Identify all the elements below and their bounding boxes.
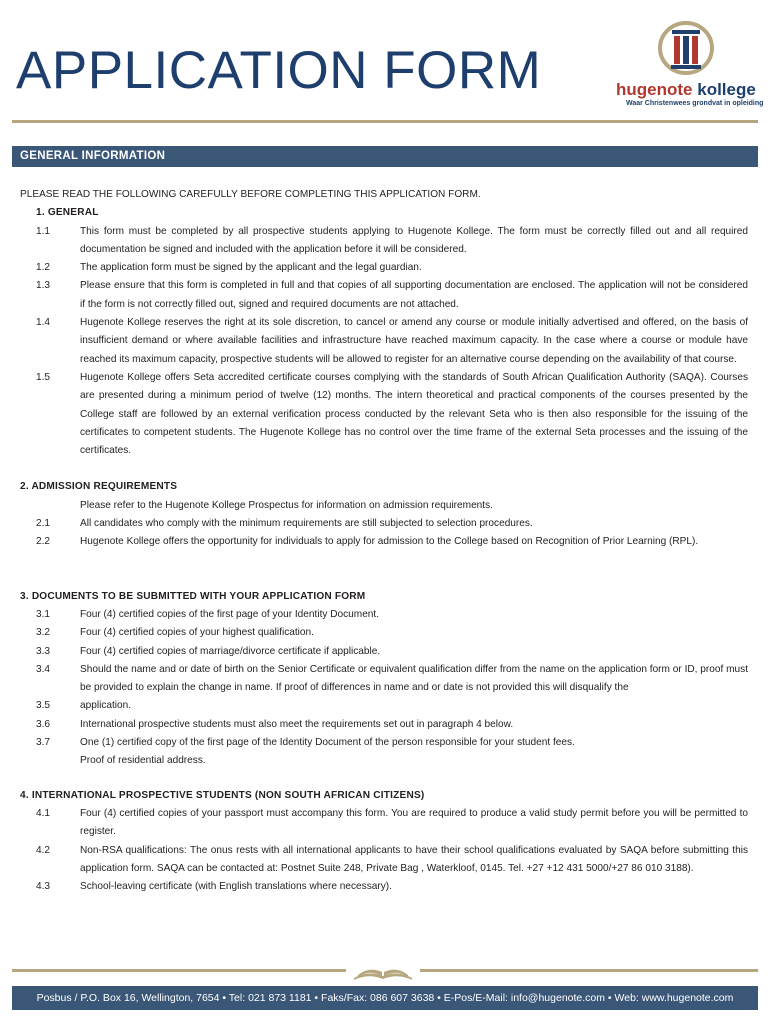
- list-item: 1.1 This form must be completed by all prospective students applying to Hugenote Kollege. The form must be correctly filled out and all required documentation be signed and included with the application before it will be considered.: [36, 225, 748, 255]
- logo-wordmark: [616, 80, 756, 100]
- list-item: 3.4 Should the name and or date of birth on the Senior Certificate or equivalent qualification differ from the name on the application form or ID, proof must be provided to explain the change in name. If proof of differences in name and or date is not provided this will disqualify the: [36, 663, 748, 694]
- list-item: 1.5 Hugenote Kollege offers Seta accredited certificate courses complying with the standards of South African Qualification Authority (SAQA). Courses are presented during a minimum period of twelve (12) months. The intern theoretical and practical components of the courses presented by the College staff are followed by an external verification process conducted by the relevant Seta who is then also responsible for the issuing of the certificates to competent students. The Hugenote Kollege has no control over the time frame of the external Seta processes and the issuing of the certificates.: [36, 371, 748, 457]
- logo-tagline: Waar Christenwees grondvat in opleiding: [626, 100, 764, 107]
- section-documents-heading: 3. DOCUMENTS TO BE SUBMITTED WITH YOUR APPLICATION FORM: [20, 590, 366, 602]
- list-item: 4.1 Four (4) certified copies of your passport must accompany this form. You are required to produce a valid study permit before you will be permitted to register.: [36, 807, 748, 838]
- college-crest-icon: [652, 14, 720, 78]
- footer-contact-bar: Posbus / P.O. Box 16, Wellington, 7654 • Tel: 021 873 1181 • Faks/Fax: 086 607 3638 • E-Pos/E-Mail: info@hugenote.com • Web: www.hugenote.com: [12, 986, 758, 1010]
- section-admission-heading: 2. ADMISSION REQUIREMENTS: [20, 481, 178, 493]
- list-item: 1.2 The application form must be signed by the applicant and the legal guardian.: [36, 262, 422, 274]
- intro-text: PLEASE READ THE FOLLOWING CAREFULLY BEFORE COMPLETING THIS APPLICATION FORM.: [20, 189, 481, 200]
- list-item: 1.4 Hugenote Kollege reserves the right at its sole discretion, to cancel or amend any course or module initially advertised and offered, on the basis of insufficient demand or where available facilities and infrastructure have reached maximum capacity. In the case where a course or module have reached its maximum capacity, prospective students will be allowed to register for an alternative course depending on the availability of that course.: [36, 317, 748, 365]
- list-item: 3.6 International prospective students must also meet the requirements set out in paragraph 4 below.: [36, 718, 514, 730]
- form-instructions: [20, 186, 748, 896]
- college-logo: [612, 14, 764, 114]
- documents-trailing-note: Proof of residential address.: [80, 755, 206, 767]
- logo-name-second: kollege: [697, 80, 756, 99]
- list-item: 4.3 School-leaving certificate (with English translations where necessary).: [36, 881, 392, 893]
- header-divider: [12, 120, 758, 123]
- footer-divider-left: [12, 969, 346, 972]
- page-title: APPLICATION FORM: [16, 41, 542, 100]
- list-item: 3.7 One (1) certified copy of the first page of the Identity Document of the person responsible for your student fees.: [36, 737, 575, 749]
- admission-note: Please refer to the Hugenote Kollege Prospectus for information on admission requirements.: [80, 499, 493, 511]
- logo-name-first: hugenote: [616, 80, 693, 99]
- list-item: 1.3 Please ensure that this form is completed in full and that copies of all supporting documentation are enclosed. The application will not be considered if the form is not correctly filled out, signed and required documents are not attached.: [36, 280, 748, 310]
- list-item: 3.5 application.: [36, 700, 132, 712]
- open-book-icon: [350, 960, 416, 982]
- list-item: 3.3 Four (4) certified copies of marriage/divorce certificate if applicable.: [36, 645, 381, 657]
- list-item: 4.2 Non-RSA qualifications: The onus rests with all international applicants to have their school qualifications evaluated by SAQA before submitting this application form. SAQA can be contacted at: Postnet Suite 248, Private Bag , Waterkloof, 0145. Tel. +27 +12 431 5000/+27 86 010 3188).: [36, 844, 748, 874]
- list-item: 2.1 All candidates who comply with the minimum requirements are still subjected to selection procedures.: [36, 518, 533, 530]
- list-item: 3.1 Four (4) certified copies of the first page of your Identity Document.: [36, 608, 380, 620]
- general-information-bar: GENERAL INFORMATION: [12, 146, 758, 167]
- list-item: 3.2 Four (4) certified copies of your highest qualification.: [36, 627, 314, 639]
- section-general-heading: 1. GENERAL: [36, 207, 99, 219]
- section-international-heading: 4. INTERNATIONAL PROSPECTIVE STUDENTS (NON SOUTH AFRICAN CITIZENS): [20, 789, 425, 801]
- footer-divider-right: [420, 969, 758, 972]
- list-item: 2.2 Hugenote Kollege offers the opportunity for individuals to apply for admission to the College based on Recognition of Prior Learning (RPL).: [36, 536, 699, 548]
